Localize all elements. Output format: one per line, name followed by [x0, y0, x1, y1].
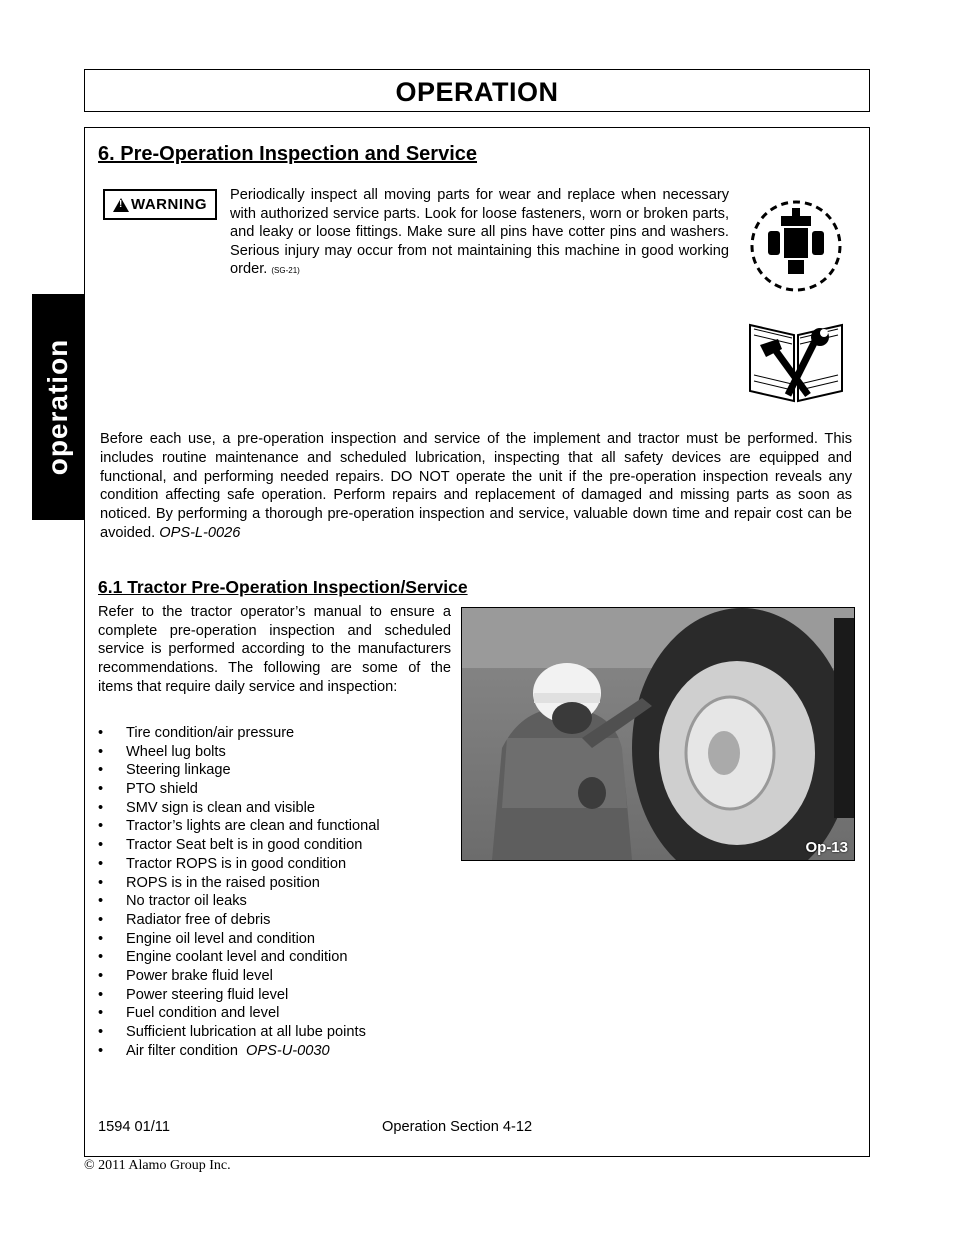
list-item: • Tractor’s lights are clean and functional — [98, 817, 380, 836]
list-item: • ROPS is in the raised position — [98, 874, 380, 893]
list-item: • Power steering fluid level — [98, 986, 380, 1005]
list-item: • Wheel lug bolts — [98, 743, 380, 762]
service-manual-icon — [746, 315, 846, 403]
warning-triangle-icon — [113, 198, 129, 212]
list-item: • No tractor oil leaks — [98, 892, 380, 911]
photo-illustration — [462, 608, 854, 860]
list-item: • PTO shield — [98, 780, 380, 799]
list-code: OPS-U-0030 — [246, 1042, 330, 1059]
warning-body: Periodically inspect all moving parts for wear and replace when necessary with authorized service parts. Look for loose fasteners, worn or broken parts, and leaky or loose fittings. Make sure all pins have cotter pins and washers. Serious injury may occur from not maintaining this machine in good working order. — [230, 187, 729, 278]
paragraph-code: OPS-L-0026 — [159, 524, 241, 541]
list-item: • Power brake fluid level — [98, 967, 380, 986]
page-title: OPERATION — [395, 77, 559, 107]
list-item: • Steering linkage — [98, 761, 380, 780]
header-box — [84, 69, 870, 112]
warning-text — [230, 186, 729, 281]
side-tab — [32, 294, 84, 520]
list-item-text: Air filter condition — [126, 1042, 238, 1059]
footer-section-page: Operation Section 4-12 — [382, 1119, 533, 1135]
list-item: • Sufficient lubrication at all lube points — [98, 1023, 380, 1042]
subsection-heading: 6.1 Tractor Pre-Operation Inspection/Service — [98, 577, 468, 597]
photo-label: Op-13 — [805, 839, 848, 856]
warning-badge — [103, 189, 217, 220]
list-item: • Tractor ROPS is in good condition — [98, 855, 380, 874]
list-item: • Radiator free of debris — [98, 911, 380, 930]
paragraph-body: Before each use, a pre-operation inspection and service of the implement and tractor must be performed. This includes routine maintenance and scheduled lubrication, inspecting that all safety devices are equipped and functional, and performing needed repairs. DO NOT operate the unit if the pre-operation inspection reveals any condition affecting safe operation. Perform repairs and replacement of damaged and missing parts as soon as noticed. By performing a thorough pre-operation inspection and service, valuable down time and repair cost can be avoided. — [100, 431, 852, 541]
inspection-list — [98, 724, 380, 1060]
section-heading: 6. Pre-Operation Inspection and Service — [98, 143, 478, 165]
copyright: © 2011 Alamo Group Inc. — [84, 1158, 231, 1173]
list-item: • Tire condition/air pressure — [98, 724, 380, 743]
warning-label: WARNING — [131, 196, 207, 213]
footer-doc-number: 1594 01/11 — [98, 1119, 170, 1135]
tractor-safety-icon — [746, 196, 846, 296]
list-item: • Engine coolant level and condition — [98, 948, 380, 967]
warning-code: (SG-21) — [271, 266, 300, 276]
side-tab-label: operation — [42, 338, 73, 476]
tractor-tire-photo — [461, 607, 855, 861]
subsection-intro: Refer to the tractor operator’s manual to ensure a complete pre-operation inspection and scheduled service is performed according to the manufacturers recommendations. The following are some of the items that require daily service and inspection: — [98, 604, 451, 695]
list-item: • Engine oil level and condition — [98, 930, 380, 949]
list-item-last — [98, 1042, 380, 1061]
intro-paragraph — [100, 430, 852, 543]
list-item: • SMV sign is clean and visible — [98, 799, 380, 818]
list-item: • Tractor Seat belt is in good condition — [98, 836, 380, 855]
list-item: • Fuel condition and level — [98, 1004, 380, 1023]
